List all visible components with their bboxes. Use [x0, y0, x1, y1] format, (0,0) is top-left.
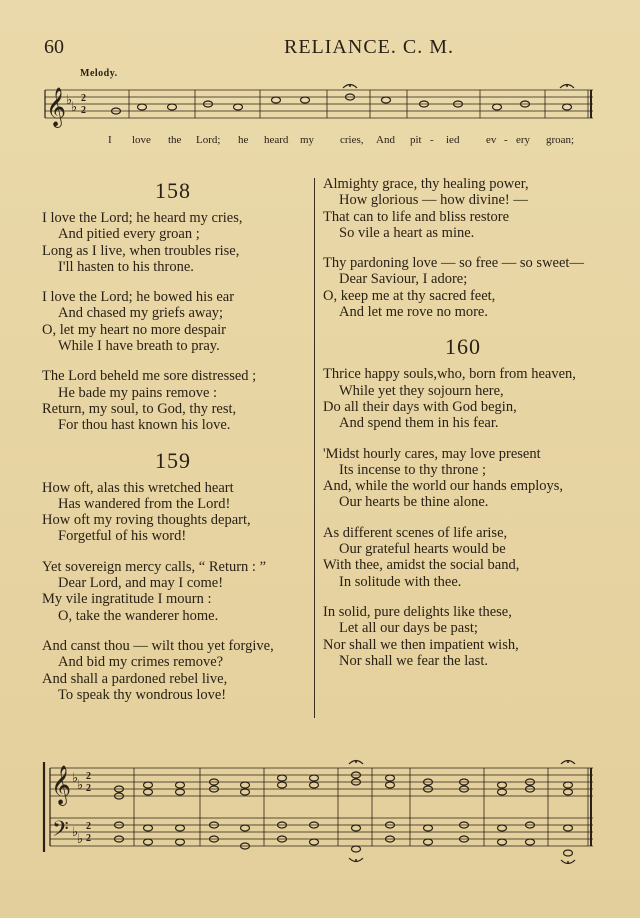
verse-line: So vile a heart as mine. — [339, 224, 475, 241]
verse-line: And bid my crimes remove? — [58, 654, 224, 671]
stanza — [323, 176, 603, 241]
svg-text:♭: ♭ — [71, 99, 78, 114]
tune-title: RELIANCE. C. M. — [284, 36, 454, 58]
treble-clef-icon: 𝄞 — [51, 767, 72, 804]
stanza — [42, 210, 304, 275]
stanza — [323, 255, 603, 320]
verse-line: Let all our days be past; — [339, 620, 478, 637]
verse-line: Long as I live, when troubles rise, — [42, 242, 240, 259]
stanza — [42, 638, 304, 703]
stanza — [42, 480, 304, 545]
verse-line: And chased my griefs away; — [58, 305, 224, 322]
hymn-number: 159 — [155, 447, 191, 473]
verse-line: And canst thou — wilt thou yet forgive, — [42, 637, 274, 654]
svg-text:♭: ♭ — [72, 770, 79, 785]
verse-line: As different scenes of life arise, — [323, 524, 508, 541]
verse-line: He bade my pains remove : — [58, 384, 218, 401]
verse-line: To speak thy wondrous love! — [58, 686, 227, 703]
melody-label: Melody. — [80, 68, 118, 79]
lyric-syllable: heard — [264, 134, 289, 146]
lyric-syllable: - — [430, 134, 434, 146]
verse-line: In solitude with thee. — [339, 573, 462, 590]
stanza — [42, 289, 304, 354]
svg-text:2: 2 — [81, 93, 86, 104]
svg-text:♭: ♭ — [77, 777, 84, 792]
lyric-syllable: he — [238, 134, 249, 146]
verse-line: I love the Lord; he bowed his ear — [42, 289, 235, 306]
svg-text:2: 2 — [86, 783, 91, 794]
stanza — [42, 559, 304, 624]
verse-line: Nor shall we fear the last. — [339, 652, 488, 669]
verse-line: My vile ingratitude I mourn : — [42, 591, 212, 608]
svg-text:♭: ♭ — [66, 92, 73, 107]
verse-line: While yet they sojourn here, — [339, 382, 504, 399]
verse-line: I love the Lord; he heard my cries, — [42, 210, 243, 226]
verse-line: And shall a pardoned rebel live, — [42, 670, 228, 687]
svg-text:2: 2 — [81, 105, 86, 116]
verse-line: And, while the world our hands employs, — [323, 478, 564, 495]
verse-line: Nor shall we then impatient wish, — [323, 636, 519, 653]
stanza — [323, 604, 603, 669]
page-header — [44, 36, 600, 62]
lyric-syllable: ied — [446, 134, 460, 146]
verse-line: Dear Saviour, I adore; — [339, 271, 468, 288]
verse-line: Yet sovereign mercy calls, “ Return : ” — [42, 558, 267, 575]
svg-text:2: 2 — [86, 833, 91, 844]
lyric-syllable: groan; — [546, 134, 575, 146]
lyric-syllable: I — [108, 134, 112, 146]
treble-clef-icon: 𝄞 — [46, 89, 67, 126]
verse-line: How glorious — how divine! — — [339, 192, 528, 209]
column-divider — [314, 178, 315, 718]
verse-line: How oft my roving thoughts depart, — [42, 512, 251, 529]
lyric-syllable: ev — [486, 134, 497, 146]
verse-line: That can to life and bliss restore — [323, 208, 510, 225]
verse-line: Our grateful hearts would be — [339, 541, 506, 558]
verse-line: I'll hasten to his throne. — [58, 258, 194, 275]
hymn-number: 158 — [155, 178, 191, 203]
verse-line: Thy pardoning love — so free — so sweet— — [323, 255, 584, 272]
lyric-syllable: the — [168, 134, 182, 146]
lyric-syllable: ery — [516, 134, 531, 146]
stanza — [323, 525, 603, 590]
svg-text:♭: ♭ — [77, 831, 84, 846]
verse-line: O, keep me at thy sacred feet, — [323, 287, 496, 304]
verse-line: Has wandered from the Lord! — [58, 495, 231, 512]
verse-line: The Lord beheld me sore distressed ; — [42, 368, 257, 385]
hymn-number: 160 — [445, 334, 481, 360]
melody-lyrics — [100, 134, 600, 150]
verse-line: And pitied every groan ; — [58, 226, 200, 243]
lyric-syllable: pit — [410, 134, 422, 146]
verse-line: Return, my soul, to God, thy rest, — [42, 400, 237, 417]
bass-clef-icon: 𝄢 — [52, 817, 69, 846]
stanza — [42, 368, 304, 433]
verse-line: Thrice happy souls,who, born from heaven, — [323, 366, 576, 383]
melody-staff — [40, 80, 600, 130]
svg-text:2: 2 — [86, 821, 91, 832]
verse-line: 'Midst hourly cares, may love present — [323, 445, 541, 462]
verse-line: While I have breath to pray. — [58, 338, 220, 355]
lyric-syllable: cries, — [340, 134, 364, 146]
verse-line: O, let my heart no more despair — [42, 321, 227, 338]
verse-line: For thou hast known his love. — [58, 417, 231, 434]
lyric-syllable: my — [300, 134, 315, 146]
verse-line: In solid, pure delights like these, — [323, 603, 512, 620]
verse-line: Our hearts be thine alone. — [339, 494, 489, 511]
lyric-syllable: Lord; — [196, 134, 221, 146]
svg-text:2: 2 — [86, 771, 91, 782]
verse-line: Almighty grace, thy healing power, — [323, 176, 529, 192]
verse-line: How oft, alas this wretched heart — [42, 479, 234, 496]
lyric-syllable: - — [504, 134, 508, 146]
verse-line: O, take the wanderer home. — [58, 607, 219, 624]
stanza — [323, 366, 603, 431]
verse-line: Forgetful of his word! — [58, 528, 187, 545]
harmony-grand-staff — [40, 748, 600, 868]
verse-line: And spend them in his fear. — [339, 415, 499, 432]
lyric-syllable: love — [132, 134, 151, 146]
verse-line: Do all their days with God begin, — [323, 398, 517, 415]
lyric-syllable: And — [376, 134, 395, 146]
svg-text:♭: ♭ — [72, 824, 79, 839]
left-column — [42, 176, 304, 717]
verse-line: Dear Lord, and may I come! — [58, 575, 224, 592]
verse-line: With thee, amidst the social band, — [323, 557, 520, 574]
verse-line: And let me rove no more. — [339, 304, 488, 321]
page-number: 60 — [44, 36, 64, 58]
stanza — [323, 446, 603, 511]
verse-line: Its incense to thy throne ; — [339, 461, 486, 478]
right-column — [323, 176, 603, 683]
